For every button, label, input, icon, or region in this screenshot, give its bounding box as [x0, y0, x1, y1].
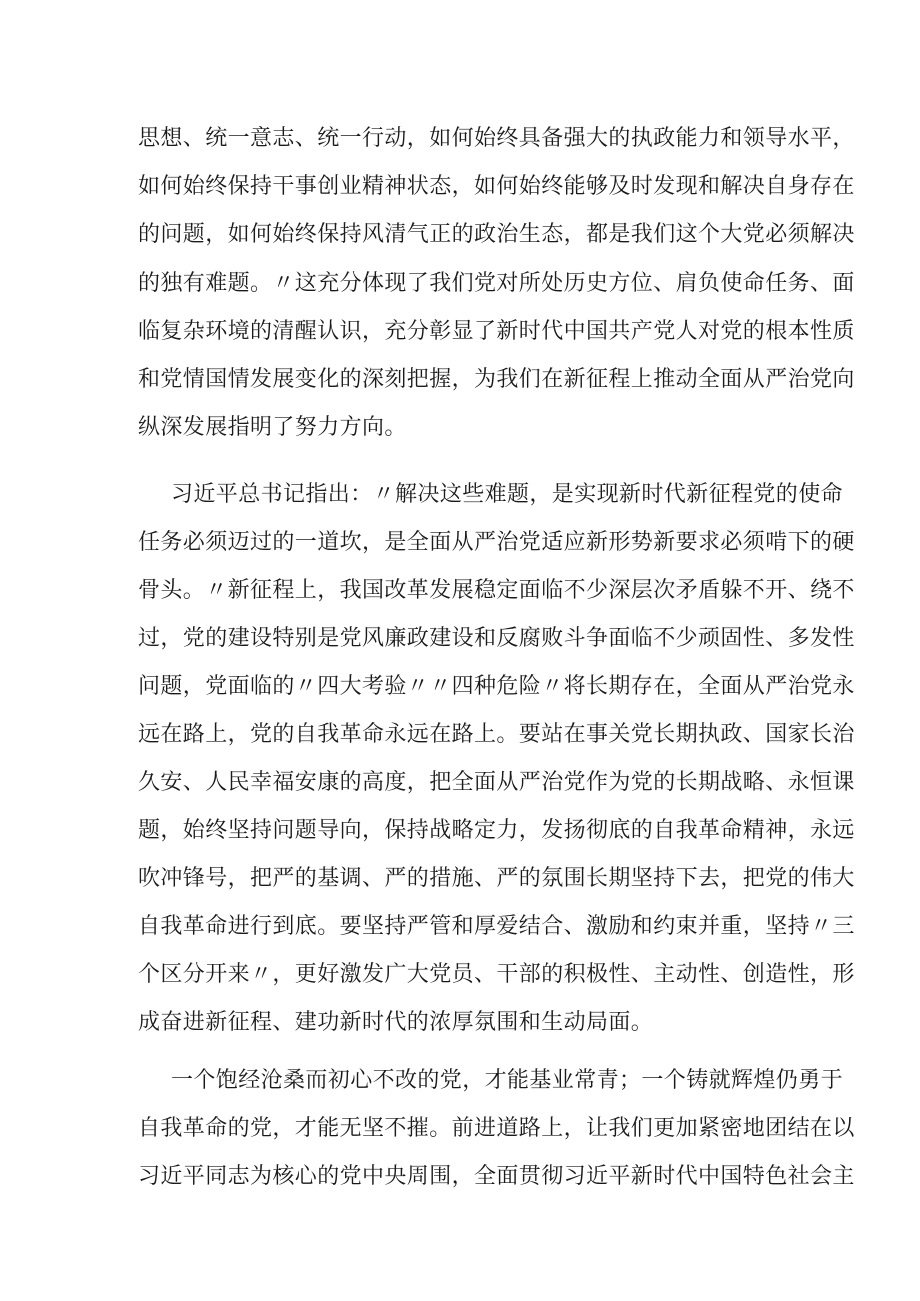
text-line: 问题，党面临的〃四大考验〃〃四种危险〃将长期存在，全面从严治党永	[138, 674, 855, 699]
text-line: 远在路上，党的自我革命永远在路上。要站在事关党长期执政、国家长治	[138, 722, 855, 747]
text-line: 题，始终坚持问题导向，保持战略定力，发扬彻底的自我革命精神，永远	[138, 818, 855, 843]
text-line: 习近平总书记指出：〃解决这些难题，是实现新时代新征程党的使命	[171, 482, 844, 507]
text-line: 思想、统一意志、统一行动，如何始终具备强大的执政能力和领导水平，	[138, 126, 855, 151]
text-line: 如何始终保持干事创业精神状态，如何始终能够及时发现和解决自身存在	[138, 174, 855, 199]
text-line: 久安、人民幸福安康的高度，把全面从严治党作为党的长期战略、永恒课	[138, 770, 855, 795]
text-line: 个区分开来〃，更好激发广大党员、干部的积极性、主动性、创造性，形	[138, 962, 855, 987]
text-line: 临复杂环境的清醒认识，充分彰显了新时代中国共产党人对党的根本性质	[138, 319, 855, 344]
text-line: 的独有难题。〃这充分体现了我们党对所处历史方位、肩负使命任务、面	[138, 271, 855, 296]
text-line: 自我革命的党，才能无坚不摧。前进道路上，让我们更加紧密地团结在以	[138, 1116, 855, 1141]
text-line: 纵深发展指明了努力方向。	[138, 415, 407, 440]
text-line: 任务必须迈过的一道坎，是全面从严治党适应新形势新要求必须啃下的硬	[138, 530, 855, 555]
text-line: 过，党的建设特别是党风廉政建设和反腐败斗争面临不少顽固性、多发性	[138, 626, 855, 651]
text-line: 自我革命进行到底。要坚持严管和厚爱结合、激励和约束并重，坚持〃三	[138, 914, 855, 939]
text-line: 习近平同志为核心的党中央周围，全面贯彻习近平新时代中国特色社会主	[138, 1164, 855, 1189]
text-line: 成奋进新征程、建功新时代的浓厚氛围和生动局面。	[138, 1010, 654, 1035]
text-line: 和党情国情发展变化的深刻把握，为我们在新征程上推动全面从严治党向	[138, 367, 855, 392]
text-line: 吹冲锋号，把严的基调、严的措施、严的氛围长期坚持下去，把党的伟大	[138, 866, 855, 891]
text-line: 一个饱经沧桑而初心不改的党，才能基业常青；一个铸就辉煌仍勇于	[171, 1068, 844, 1093]
text-line: 的问题，如何始终保持风清气正的政治生态，都是我们这个大党必须解决	[138, 222, 855, 247]
text-line: 骨头。〃新征程上，我国改革发展稳定面临不少深层次矛盾躲不开、绕不	[138, 578, 855, 603]
